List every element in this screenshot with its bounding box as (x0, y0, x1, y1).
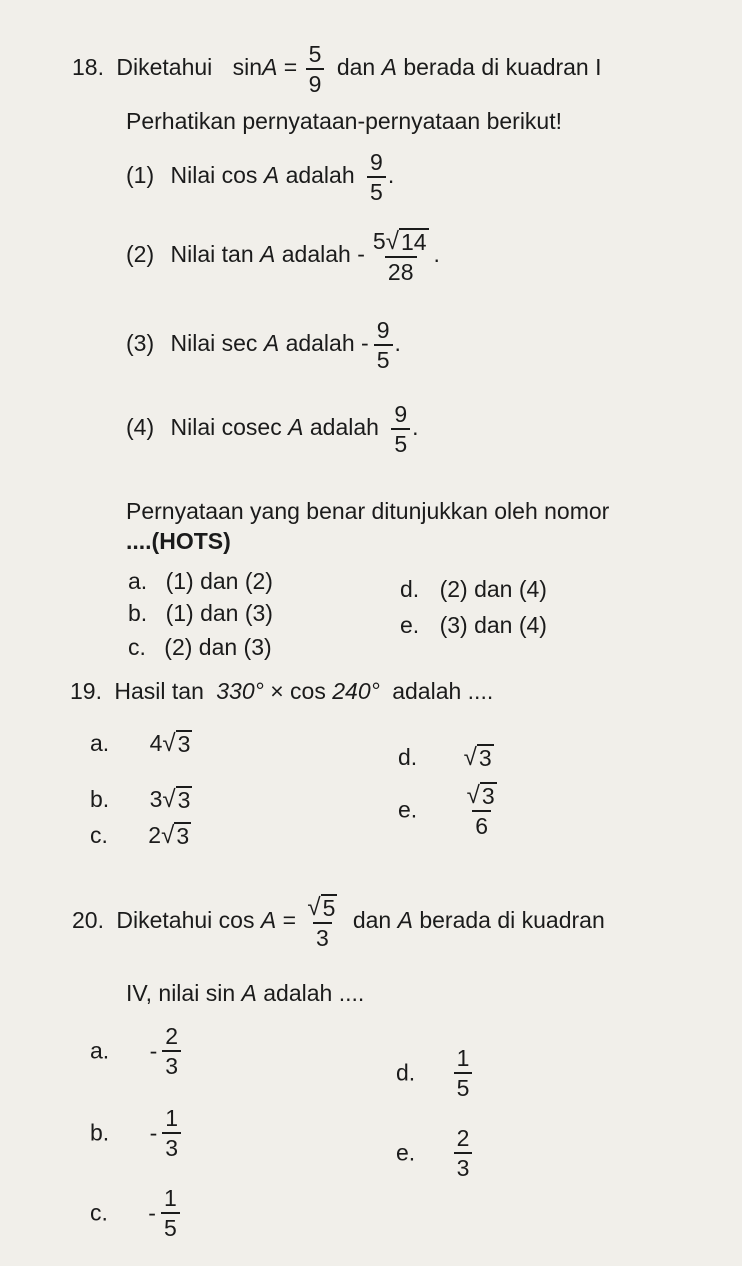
fraction-num: 1 (165, 1105, 179, 1131)
option-sign: - (149, 1037, 158, 1064)
fraction-den: 6 (472, 810, 491, 838)
statement-number: (3) (126, 330, 155, 357)
radicand: 3 (176, 823, 190, 850)
statement-end: . (412, 414, 419, 441)
statement-sign: - (361, 330, 369, 357)
statement-text: Nilai tan (170, 241, 254, 268)
statement-text: Nilai cos (170, 162, 258, 189)
fraction-den: 5 (454, 1072, 473, 1100)
q20-var: A (260, 907, 277, 934)
fraction-num: 9 (376, 317, 390, 343)
sqrt-symbol: √ 3 (162, 730, 191, 758)
radicand: 3 (177, 787, 191, 814)
option-value (150, 786, 193, 812)
statement-number: (4) (126, 414, 155, 441)
fraction-num: 1 (456, 1045, 470, 1071)
option-key: a. (128, 568, 148, 594)
statement-end: . (433, 241, 440, 268)
q20-stem (72, 894, 605, 950)
q18-option-d[interactable] (400, 576, 547, 603)
statement-number: (2) (126, 241, 155, 268)
option-key: a. (90, 730, 110, 756)
sqrt-symbol: √ 14 (385, 227, 427, 255)
q19-option-c[interactable] (90, 822, 191, 849)
option-key: d. (398, 744, 418, 770)
q18-sin: sin (232, 54, 263, 81)
q18-tail-end: berada di kuadran I (403, 54, 602, 81)
sqrt-symbol: √ 5 (307, 893, 336, 921)
fraction-num: 9 (370, 149, 383, 175)
option-fraction (162, 1024, 181, 1078)
radicand: 5 (322, 895, 336, 921)
fraction-den: 28 (385, 256, 417, 284)
statement-number: (1) (126, 162, 155, 189)
option-fraction (454, 1126, 473, 1180)
fraction-num (304, 894, 340, 922)
q19-option-b[interactable] (90, 786, 192, 813)
fraction-num: 2 (456, 1125, 470, 1151)
statement-var: A (260, 241, 276, 268)
option-text: (2) dan (3) (164, 634, 272, 660)
q18-prompt-line2: ....(HOTS) (126, 528, 231, 554)
option-key: e. (398, 796, 418, 823)
q20-eq: = (282, 907, 297, 934)
option-fraction (454, 1046, 473, 1100)
fraction-den: 3 (162, 1132, 181, 1160)
sqrt-symbol: √ 3 (161, 822, 190, 850)
radicand: 3 (177, 731, 191, 758)
option-value (464, 744, 494, 770)
option-key: a. (90, 1037, 110, 1064)
q18-option-a[interactable] (128, 568, 273, 595)
radicand: 3 (481, 783, 495, 809)
statement-fraction (374, 318, 393, 372)
q18-statement-2 (126, 228, 440, 284)
statement-var: A (263, 330, 280, 357)
q18-statement-3 (126, 318, 401, 372)
sqrt-symbol: √ 3 (466, 781, 495, 809)
q18-stem (72, 42, 602, 96)
option-key: c. (90, 1199, 108, 1226)
q20-option-c[interactable] (90, 1186, 182, 1240)
q18-eq: = (283, 54, 298, 81)
q19-times: × (270, 678, 284, 704)
option-text: (1) dan (3) (165, 600, 273, 626)
sqrt-symbol: √ 3 (162, 786, 191, 814)
option-text: (2) dan (4) (439, 576, 547, 602)
statement-sign: - (357, 241, 365, 268)
q19-angle1: 330° (216, 678, 264, 704)
q18-tail-var: A (381, 54, 397, 81)
fraction-den: 5 (161, 1212, 180, 1240)
fraction-den: 3 (313, 922, 332, 950)
fraction-den: 5 (391, 428, 410, 456)
option-coef: 3 (149, 786, 163, 812)
fraction-den: 3 (454, 1152, 473, 1180)
q19-option-d[interactable] (398, 744, 494, 771)
option-sign: - (148, 1199, 156, 1226)
option-key: b. (90, 1119, 110, 1146)
statement-var: A (288, 414, 304, 441)
fraction-coef: 5 (372, 227, 386, 254)
statement-fraction (391, 402, 410, 456)
option-key: c. (128, 634, 146, 660)
fraction-num: 9 (394, 401, 408, 427)
q18-option-e[interactable] (400, 612, 547, 639)
q20-line2-pre: IV, nilai sin (126, 980, 236, 1006)
q18-option-c[interactable] (128, 634, 272, 661)
q19-number: 19. (70, 678, 102, 704)
fraction-den: 3 (162, 1050, 181, 1078)
q18-instruction: Perhatikan pernyataan-pernyataan berikut! (126, 108, 563, 134)
q20-option-a[interactable] (90, 1024, 183, 1078)
q20-line2-post: adalah .... (263, 980, 365, 1006)
q18-prompt-line1: Pernyataan yang benar ditunjukkan oleh nomor (126, 498, 610, 524)
option-key: b. (90, 786, 110, 812)
option-key: e. (400, 612, 420, 638)
statement-verb: adalah (281, 241, 351, 268)
option-text: (3) dan (4) (439, 612, 547, 638)
fraction-num (464, 782, 500, 810)
option-key: b. (128, 600, 148, 626)
fraction-den: 5 (367, 176, 386, 204)
statement-verb: adalah (309, 414, 379, 441)
q20-tail: dan (352, 907, 392, 934)
statement-text: Nilai cosec (170, 414, 282, 441)
q19-angle2: 240° (332, 678, 380, 704)
statement-end: . (394, 330, 401, 357)
option-sign: - (149, 1119, 158, 1146)
sqrt-symbol: √ 3 (463, 744, 492, 772)
option-value (150, 730, 193, 756)
option-fraction (162, 1106, 181, 1160)
q18-tail: dan (336, 54, 376, 81)
fraction-den: 5 (374, 344, 393, 372)
option-coef: 4 (149, 730, 163, 756)
q20-option-e[interactable] (396, 1126, 474, 1180)
radicand: 14 (400, 229, 427, 255)
q20-number: 20. (72, 907, 104, 934)
q20-tail-end: berada di kuadran (419, 907, 605, 934)
q18-var: A (262, 54, 278, 81)
fraction-num: 1 (163, 1185, 177, 1211)
fraction-num: 2 (165, 1023, 179, 1049)
statement-fraction (370, 228, 432, 284)
option-coef: 2 (148, 822, 162, 848)
q19-text-pre: Hasil tan (114, 678, 204, 704)
statement-var: A (263, 162, 280, 189)
radicand: 3 (478, 745, 492, 772)
q20-given-fraction (304, 894, 340, 950)
q18-given-fraction (306, 42, 325, 96)
q19-stem (70, 678, 493, 705)
q18-intro: Diketahui (116, 54, 213, 81)
fraction-num (370, 228, 432, 256)
q19-cos: cos (290, 678, 326, 704)
statement-fraction (367, 150, 386, 204)
statement-text: Nilai sec (170, 330, 258, 357)
option-key: c. (90, 822, 108, 848)
q19-option-a[interactable] (90, 730, 192, 757)
statement-verb: adalah (285, 330, 355, 357)
q19-option-e[interactable] (398, 782, 502, 838)
option-text: (1) dan (2) (165, 568, 273, 594)
q20-intro: Diketahui cos (116, 907, 255, 934)
q18-option-b[interactable] (128, 600, 273, 627)
option-fraction (161, 1186, 180, 1240)
option-key: e. (396, 1139, 416, 1166)
option-key: d. (396, 1059, 416, 1086)
q20-tail-var: A (397, 907, 413, 934)
q20-line2-var: A (241, 980, 257, 1006)
option-fraction (464, 782, 500, 838)
q20-option-b[interactable] (90, 1106, 183, 1160)
q18-given-num: 5 (308, 41, 322, 67)
q20-line2 (126, 980, 364, 1007)
q20-option-d[interactable] (396, 1046, 474, 1100)
q18-given-den: 9 (306, 68, 325, 96)
q18-number: 18. (72, 54, 104, 81)
option-value (148, 822, 191, 848)
q18-statement-1 (126, 150, 394, 204)
q19-text-post: adalah .... (392, 678, 494, 704)
option-key: d. (400, 576, 420, 602)
statement-verb: adalah (285, 162, 355, 189)
q18-statement-4 (126, 402, 419, 456)
statement-end: . (387, 162, 395, 189)
